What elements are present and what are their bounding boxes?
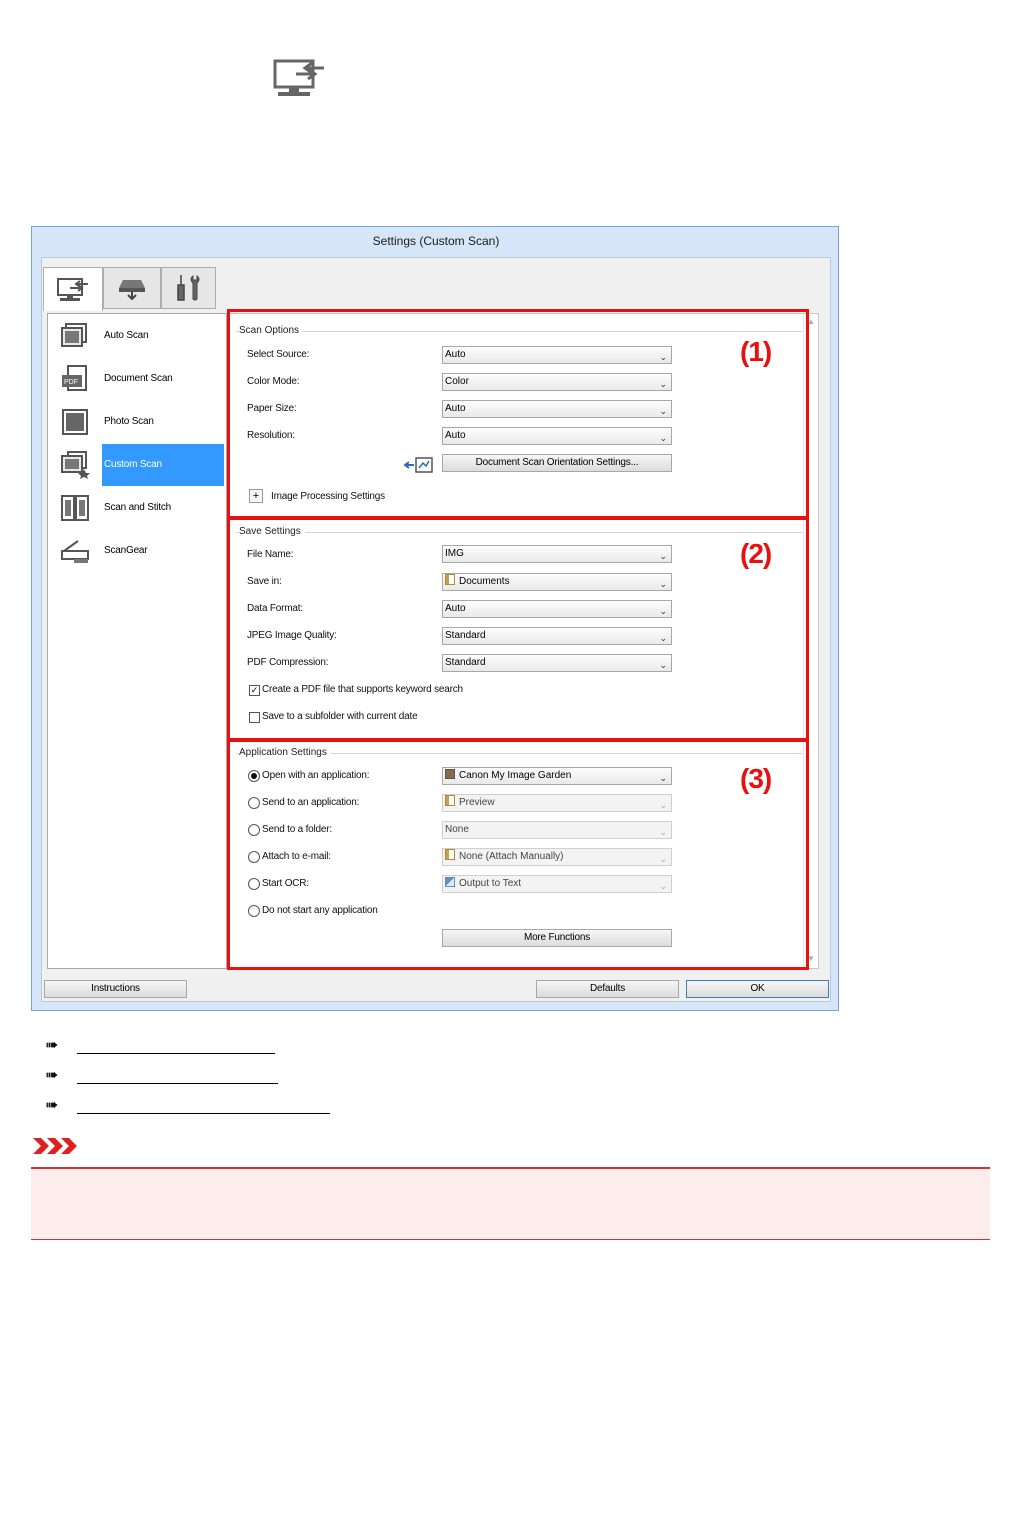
- scan-from-computer-icon: [272, 58, 328, 100]
- custom-scan-icon: [60, 451, 90, 479]
- link-underline: [77, 1113, 330, 1114]
- chevron-down-icon: ⌄: [659, 660, 667, 670]
- file-name-label: File Name:: [247, 549, 294, 560]
- send-folder-radio[interactable]: [248, 824, 260, 836]
- expand-image-processing-button[interactable]: [249, 489, 263, 503]
- sidebar-item-photo-scan[interactable]: [48, 401, 226, 443]
- scroll-up-icon[interactable]: ▲: [807, 317, 815, 326]
- sidebar-item-label: Custom Scan: [102, 444, 224, 486]
- ok-button[interactable]: OK: [686, 980, 829, 998]
- text-output-icon: [445, 877, 455, 887]
- file-name-value: IMG: [445, 548, 464, 559]
- data-format-dropdown[interactable]: [442, 600, 672, 618]
- scan-options-title: Scan Options: [239, 325, 303, 336]
- start-ocr-label: Start OCR:: [262, 878, 309, 889]
- my-image-garden-icon: [445, 769, 455, 779]
- open-app-dropdown[interactable]: [442, 767, 672, 785]
- attach-email-dropdown[interactable]: [442, 848, 672, 866]
- folder-icon: [445, 795, 455, 806]
- document-scan-icon: [60, 365, 90, 393]
- jpeg-quality-dropdown[interactable]: [442, 627, 672, 645]
- attach-email-label: Attach to e-mail:: [262, 851, 331, 862]
- chevron-down-icon: ⌄: [659, 579, 667, 589]
- save-in-label: Save in:: [247, 576, 282, 587]
- sidebar-item-label: Document Scan: [104, 373, 173, 384]
- paper-size-label: Paper Size:: [247, 403, 297, 414]
- send-folder-value: None: [445, 824, 469, 835]
- send-app-radio[interactable]: [248, 797, 260, 809]
- chevron-down-icon: ⌄: [659, 633, 667, 643]
- attach-email-radio[interactable]: [248, 851, 260, 863]
- keyword-search-label: Create a PDF file that supports keyword search: [262, 684, 463, 695]
- color-mode-label: Color Mode:: [247, 376, 300, 387]
- chevron-down-icon: ⌄: [659, 433, 667, 443]
- send-app-value: Preview: [459, 797, 495, 808]
- no-app-radio[interactable]: [248, 905, 260, 917]
- scan-mode-sidebar: [47, 313, 227, 969]
- chevron-down-icon: ⌄: [659, 551, 667, 561]
- arrow-right-icon: ➠: [45, 1097, 59, 1114]
- send-app-label: Send to an application:: [262, 797, 360, 808]
- sidebar-item-label: Scan and Stitch: [104, 502, 172, 513]
- subfolder-checkbox[interactable]: [249, 712, 260, 723]
- jpeg-quality-value: Standard: [445, 630, 486, 641]
- section-number-2: (2): [740, 538, 772, 569]
- sidebar-item-auto-scan[interactable]: [48, 315, 226, 357]
- select-source-dropdown[interactable]: [442, 346, 672, 364]
- no-app-label: Do not start any application: [262, 905, 378, 916]
- file-name-combobox[interactable]: [442, 545, 672, 563]
- image-processing-settings-label: Image Processing Settings: [271, 491, 385, 502]
- send-folder-dropdown[interactable]: [442, 821, 672, 839]
- sidebar-item-scangear[interactable]: [48, 530, 226, 572]
- section-number-3: (3): [740, 763, 772, 794]
- more-functions-button[interactable]: More Functions: [442, 929, 672, 947]
- application-settings-title: Application Settings: [239, 747, 331, 758]
- tab-general-settings[interactable]: [161, 267, 216, 309]
- important-icon: [31, 1136, 79, 1156]
- link-underline: [77, 1053, 275, 1054]
- start-ocr-value: Output to Text: [459, 878, 522, 889]
- scanner-operation-panel-icon: [117, 276, 147, 300]
- photo-scan-icon: [60, 408, 90, 436]
- link-underline: [77, 1083, 278, 1084]
- sidebar-item-scan-and-stitch[interactable]: [48, 487, 226, 529]
- resolution-dropdown[interactable]: [442, 427, 672, 445]
- window-title: Settings (Custom Scan): [372, 234, 500, 248]
- keyword-search-checkbox[interactable]: ✓: [250, 685, 259, 695]
- scroll-down-icon[interactable]: ▼: [807, 954, 815, 963]
- group-divider: [236, 532, 802, 533]
- save-in-dropdown[interactable]: [442, 573, 672, 591]
- pdf-compression-value: Standard: [445, 657, 486, 668]
- subfolder-label: Save to a subfolder with current date: [262, 711, 418, 722]
- tab-scan-from-computer[interactable]: [43, 267, 103, 311]
- start-ocr-radio[interactable]: [248, 878, 260, 890]
- auto-scan-icon: [60, 322, 90, 350]
- color-mode-dropdown[interactable]: [442, 373, 672, 391]
- select-source-value: Auto: [445, 349, 466, 360]
- chevron-down-icon: ⌄: [659, 606, 667, 616]
- important-box: [31, 1169, 990, 1240]
- sidebar-item-label: ScanGear: [104, 545, 148, 556]
- sidebar-item-label: Auto Scan: [104, 330, 149, 341]
- folder-icon: [445, 849, 455, 860]
- chevron-down-icon: ⌄: [659, 800, 667, 810]
- open-app-value: Canon My Image Garden: [459, 770, 572, 781]
- attach-email-value: None (Attach Manually): [459, 851, 564, 862]
- pdf-compression-dropdown[interactable]: [442, 654, 672, 672]
- send-folder-label: Send to a folder:: [262, 824, 332, 835]
- save-in-value: Documents: [459, 576, 510, 587]
- tools-icon: [175, 273, 203, 303]
- plus-icon: +: [252, 490, 260, 502]
- pdf-compression-label: PDF Compression:: [247, 657, 329, 668]
- open-app-radio[interactable]: [248, 770, 260, 782]
- sidebar-item-label: Photo Scan: [104, 416, 154, 427]
- folder-icon: [445, 574, 455, 585]
- arrow-right-icon: ➠: [45, 1067, 59, 1084]
- paper-size-dropdown[interactable]: [442, 400, 672, 418]
- chevron-down-icon: ⌄: [659, 379, 667, 389]
- sidebar-item-document-scan[interactable]: [48, 358, 226, 400]
- color-mode-value: Color: [445, 376, 469, 387]
- chevron-down-icon: ⌄: [659, 827, 667, 837]
- svg-text:PDF: PDF: [64, 379, 78, 386]
- paper-size-value: Auto: [445, 403, 466, 414]
- open-app-label: Open with an application:: [262, 770, 370, 781]
- resolution-label: Resolution:: [247, 430, 295, 441]
- document-scan-orientation-button[interactable]: Document Scan Orientation Settings...: [442, 454, 672, 472]
- arrow-right-icon: ➠: [45, 1037, 59, 1054]
- chevron-down-icon: ⌄: [659, 406, 667, 416]
- start-ocr-dropdown[interactable]: [442, 875, 672, 893]
- jpeg-quality-label: JPEG Image Quality:: [247, 630, 337, 641]
- tab-scan-from-operation-panel[interactable]: [103, 267, 161, 309]
- sidebar-item-custom-scan[interactable]: [48, 444, 226, 486]
- save-settings-title: Save Settings: [239, 526, 305, 537]
- defaults-button[interactable]: Defaults: [536, 980, 679, 998]
- group-divider: [236, 331, 802, 332]
- chevron-down-icon: ⌄: [659, 352, 667, 362]
- send-app-dropdown[interactable]: [442, 794, 672, 812]
- instructions-button[interactable]: Instructions: [44, 980, 187, 998]
- scangear-icon: [60, 537, 90, 565]
- resolution-value: Auto: [445, 430, 466, 441]
- chevron-down-icon: ⌄: [659, 773, 667, 783]
- scan-and-stitch-icon: [60, 494, 90, 522]
- section-number-1: (1): [740, 336, 772, 367]
- document-orientation-icon: [404, 455, 434, 475]
- scan-from-computer-icon: [56, 277, 90, 303]
- chevron-down-icon: ⌄: [659, 881, 667, 891]
- data-format-value: Auto: [445, 603, 466, 614]
- data-format-label: Data Format:: [247, 603, 303, 614]
- chevron-down-icon: ⌄: [659, 854, 667, 864]
- select-source-label: Select Source:: [247, 349, 310, 360]
